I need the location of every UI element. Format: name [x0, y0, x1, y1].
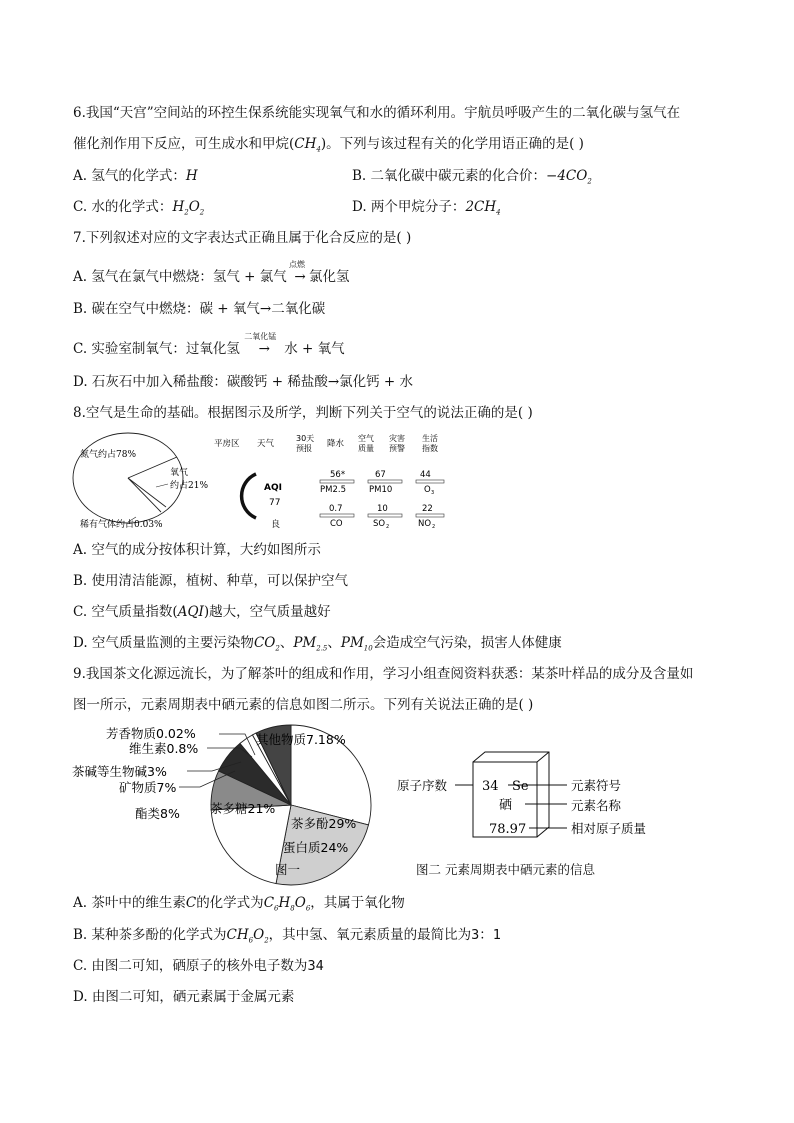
- pm10-bar: [368, 480, 402, 483]
- pie-divider: [128, 478, 166, 507]
- condition-ignite: 点燃: [289, 260, 306, 269]
- label-oxygen-1: 氧气: [170, 468, 189, 478]
- condition-catalyst: 二氧化锰: [244, 332, 277, 341]
- q9-option-a[interactable]: A. 茶叶中的维生素C的化学式为$C_6H_8O_6$，其属于氧化物: [73, 895, 405, 913]
- q9-stem-line1: 9.我国茶文化源远流长，为了解茶叶的组成和作用，学习小组查阅资料获悉：某茶叶样品的成分及含量如: [73, 666, 694, 682]
- element-symbol: Se: [512, 779, 529, 794]
- header-district: 平房区: [214, 439, 240, 449]
- reaction-arrow: →: [258, 341, 270, 357]
- header-forecast-2: 预报: [296, 444, 312, 453]
- q8-option-d[interactable]: D. 空气质量监测的主要污染物$CO_2$、$PM_{2.5}$、$PM_{10}$会造成空气污染，损害人体健康: [73, 635, 562, 653]
- label-symbol: 元素符号: [571, 778, 622, 793]
- q9-option-d[interactable]: D. 由图二可知，硒元素属于金属元素: [73, 989, 295, 1005]
- q6-option-b[interactable]: B. 二氧化碳中碳元素的化合价：$-4CO_2$: [352, 168, 592, 186]
- q6-options-ab: [73, 167, 723, 185]
- no2-bar: [416, 514, 444, 517]
- tea-composition-pie-chart: [72, 725, 385, 880]
- no2-value: 22: [422, 504, 433, 514]
- atomic-number: 34: [482, 779, 499, 794]
- q7-option-a[interactable]: A. 氢气在氯气中燃烧：氢气 + 氯气 点燃 → 氯化氢: [73, 268, 350, 286]
- slice-label-minerals: 矿物质7%: [119, 780, 177, 795]
- cube-edge: [537, 752, 549, 762]
- q9-option-b[interactable]: B. 某种茶多酚的化学式为$CH_6O_2$，其中氢、氧元素质量的最简比为3：1: [73, 927, 501, 945]
- q7-stem: 7.下列叙述对应的文字表达式正确且属于化合反应的是( ): [73, 230, 412, 246]
- slice-label-vitamins: 维生素0.8%: [129, 741, 199, 756]
- pm25-name: PM2.5: [320, 485, 346, 495]
- q8-option-a[interactable]: A. 空气的成分按体积计算，大约如图所示: [73, 542, 321, 558]
- q6-stem-line2: 催化剂作用下反应，可生成水和甲烷$(CH_4)$。下列与该过程有关的化学用语正确的是( ): [73, 136, 584, 154]
- q9-option-c[interactable]: C. 由图二可知，硒原子的核外电子数为34: [73, 958, 324, 974]
- header-air-2: 质量: [358, 444, 374, 453]
- label-noble-gas: 稀有气体约占0.03%: [80, 520, 163, 530]
- o3-value: 44: [420, 470, 431, 480]
- header-forecast-1: 30天: [296, 434, 315, 443]
- figure2-caption: 图二 元素周期表中硒元素的信息: [416, 862, 595, 877]
- pm10-name: PM10: [369, 485, 393, 495]
- formula-ch4: $CH_4$: [294, 136, 321, 154]
- header-weather: 天气: [257, 439, 275, 449]
- pie-divider: [128, 478, 161, 512]
- no2-sub: 2: [432, 524, 436, 530]
- header-life-1: 生活: [422, 434, 438, 443]
- so2-name: SO: [373, 519, 386, 529]
- label-atomic-number: 原子序数: [397, 778, 448, 793]
- air-pie-figure: [73, 433, 183, 523]
- figure1-caption: 图一: [275, 862, 301, 877]
- label-mass: 相对原子质量: [571, 821, 647, 836]
- o3-sub: 3: [431, 490, 435, 496]
- so2-bar: [368, 514, 402, 517]
- slice-label-tea-polysaccharide: 茶多糖21%: [210, 801, 276, 816]
- q8-stem: 8.空气是生命的基础。根据图示及所学，判断下列关于空气的说法正确的是( ): [73, 405, 533, 421]
- q6-option-c[interactable]: C. 水的化学式：$H_2O_2$: [73, 199, 205, 217]
- atomic-mass: 78.97: [489, 822, 527, 837]
- selenium-element-card: [395, 750, 690, 845]
- co-bar: [320, 514, 354, 517]
- q8-option-b[interactable]: B. 使用清洁能源，植树、种草，可以保护空气: [73, 573, 349, 589]
- q6-options-cd: [73, 198, 723, 222]
- q7-option-c[interactable]: C. 实验室制氧气：过氧化氢 二氧化锰 → 水 + 氧气: [73, 340, 345, 358]
- aqi-panel: [210, 432, 455, 532]
- co-name: CO: [330, 519, 343, 529]
- q8-option-c[interactable]: C. 空气质量指数(AQI)越大，空气质量越好: [73, 604, 331, 620]
- element-name: 硒: [499, 798, 513, 813]
- o3-name: O: [424, 485, 431, 495]
- pm10-value: 67: [375, 470, 386, 480]
- no2-name: NO: [418, 519, 432, 529]
- aqi-label: AQI: [264, 483, 282, 493]
- slice-label-alkaloids: 茶碱等生物碱3%: [72, 764, 167, 779]
- q7-option-d[interactable]: D. 石灰石中加入稀盐酸：碳酸钙 + 稀盐酸→氯化钙 + 水: [73, 374, 414, 390]
- o3-bar: [416, 480, 444, 483]
- reaction-arrow: →: [294, 269, 306, 285]
- aqi-gauge-arc: [242, 474, 256, 518]
- q6-option-d[interactable]: D. 两个甲烷分子：$2CH_4$: [352, 199, 501, 217]
- leader-line: [156, 484, 168, 487]
- q6-option-a[interactable]: A. 氢气的化学式：H: [73, 168, 198, 184]
- label-oxygen-2: 约占21%: [170, 481, 209, 491]
- q9-stem-line2: 图一所示，元素周期表中硒元素的信息如图二所示。下列有关说法正确的是( ): [73, 697, 534, 713]
- pm25-value: 56*: [330, 470, 346, 480]
- so2-value: 10: [377, 504, 388, 514]
- so2-sub: 2: [386, 524, 390, 530]
- slice-label-protein: 蛋白质24%: [283, 840, 349, 855]
- label-nitrogen: 氮气约占78%: [80, 450, 137, 460]
- header-rain: 降水: [327, 439, 345, 449]
- air-composition-pie: [66, 432, 216, 532]
- q7-option-b[interactable]: B. 碳在空气中燃烧：碳 + 氧气→二氧化碳: [73, 301, 326, 317]
- q6-stem-line1: 6.我国“天宫”空间站的环控生保系统能实现氧气和水的循环利用。宇航员呼吸产生的二氧化碳与氢气在: [73, 105, 681, 121]
- slice-label-esters: 酯类8%: [135, 806, 180, 821]
- label-name: 元素名称: [571, 798, 622, 813]
- pollutant-grid: [320, 470, 444, 530]
- slice-label-tea-polyphenol: 茶多酚29%: [291, 816, 357, 831]
- co-value: 0.7: [329, 504, 343, 514]
- aqi-value: 77: [269, 498, 281, 508]
- slice-label-aromatics: 芳香物质0.02%: [106, 726, 196, 741]
- pm25-bar: [320, 480, 354, 483]
- header-disaster-2: 预警: [389, 444, 405, 453]
- slice-label-others: 其他物质7.18%: [256, 732, 346, 747]
- header-life-2: 指数: [422, 444, 438, 453]
- aqi-level: 良: [271, 520, 281, 530]
- header-disaster-1: 灾害: [389, 434, 405, 443]
- header-air-1: 空气: [358, 434, 374, 443]
